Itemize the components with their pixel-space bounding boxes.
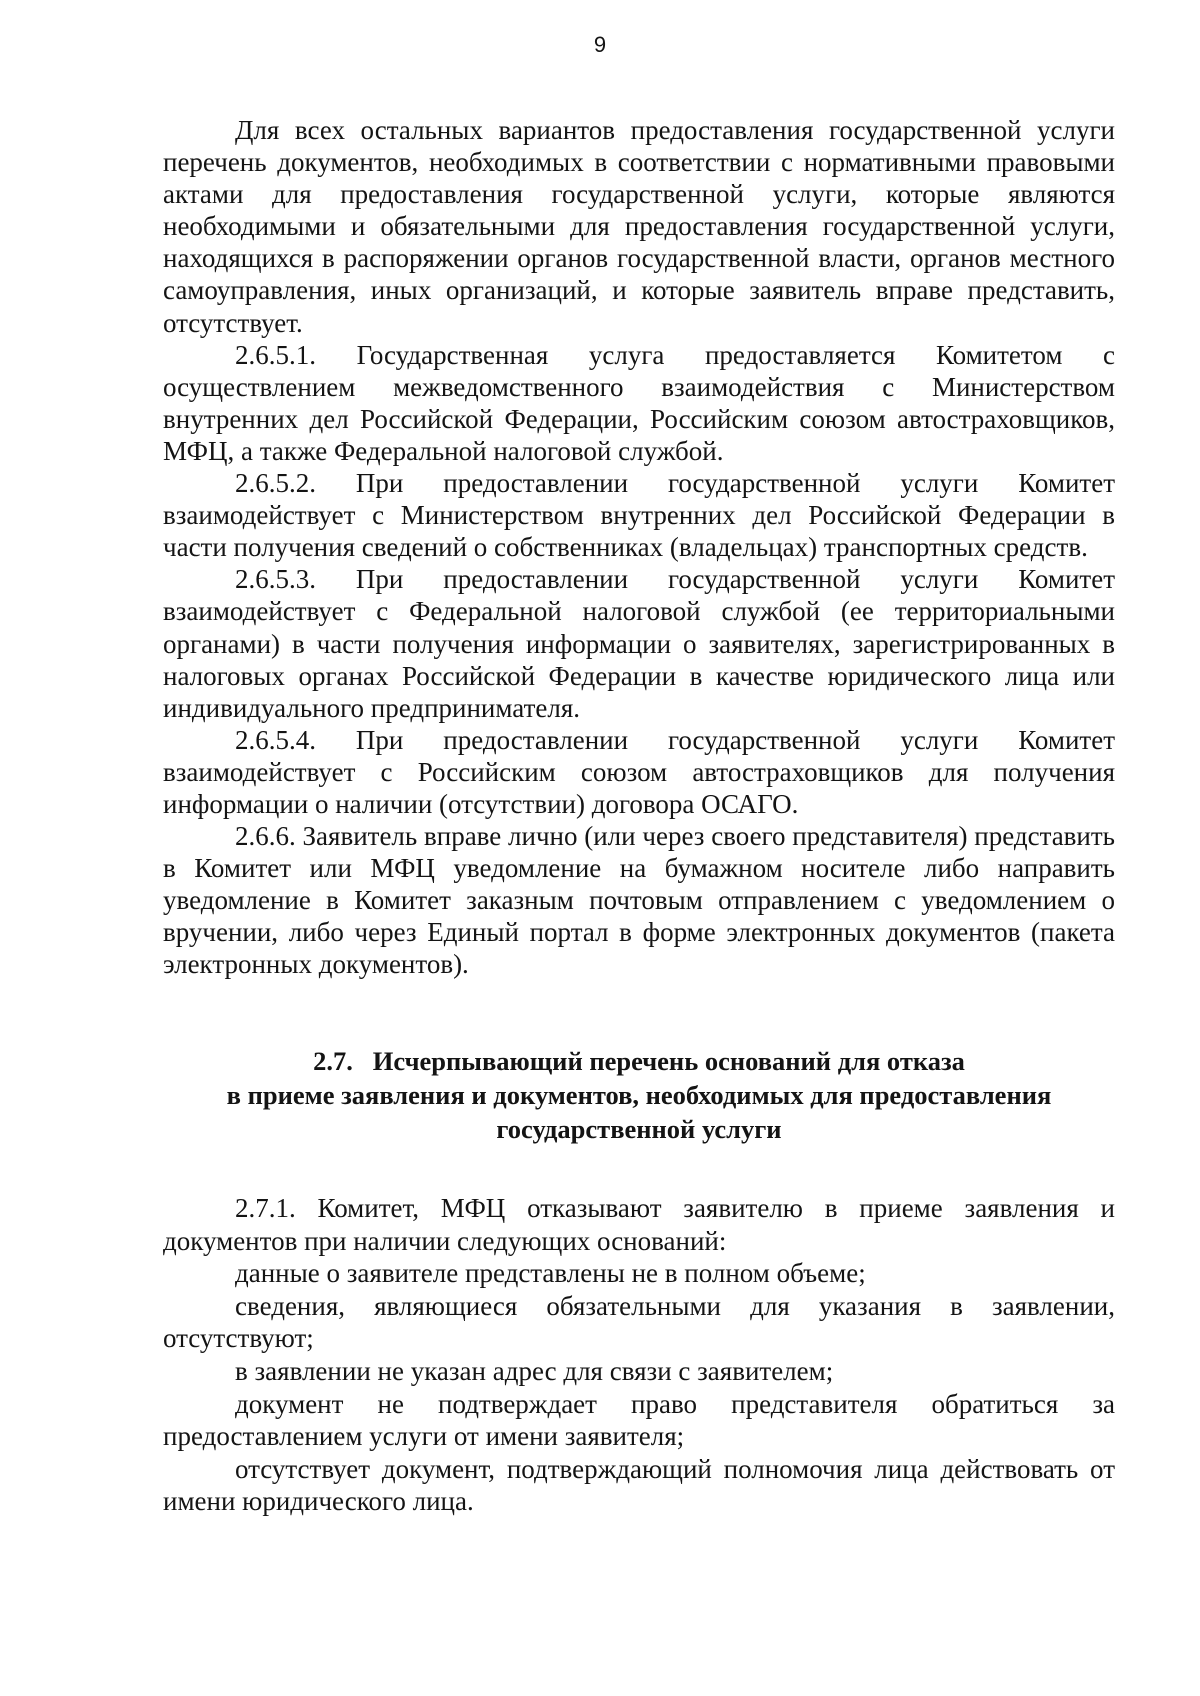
section-heading-2-7	[163, 1044, 1115, 1146]
list-item-no-representative-right: документ не подтверждает право представителя обратиться за предоставлением услуги от имени заявителя;	[163, 1388, 1115, 1452]
list-item-no-address: в заявлении не указан адрес для связи с заявителем;	[235, 1355, 834, 1386]
paragraph-2-6-5-1: 2.6.5.1. Государственная услуга предоставляется Комитетом с осуществлением межведомственного взаимодействия с Министерством внутренних дел Российской Федерации, Российским союзом автостраховщиков, МФЦ, а также Федеральной налоговой службой.	[163, 339, 1115, 466]
heading-line-2: в приеме заявления и документов, необходимых для предоставления	[226, 1080, 1052, 1110]
paragraph-2-6-5-4: 2.6.5.4. При предоставлении государственной услуги Комитет взаимодействует с Российским союзом автостраховщиков для получения информации о наличии (отсутствии) договора ОСАГО.	[163, 724, 1115, 819]
paragraph-2-6-5-3: 2.6.5.3. При предоставлении государственной услуги Комитет взаимодействует с Федеральной налоговой службой (ее территориальными органами) в части получения информации о заявителях, зарегистрированных в налоговых органах Российской Федерации в качестве юридического лица или индивидуального предпринимателя.	[163, 564, 1115, 723]
section-2-7-text	[163, 1192, 1115, 1518]
heading-line-1: 2.7. Исчерпывающий перечень оснований для отказа	[313, 1046, 965, 1076]
section-2-6-text	[163, 114, 1115, 981]
heading-line-3: государственной услуги	[496, 1114, 782, 1144]
paragraph-2-6-5-2: 2.6.5.2. При предоставлении государственной услуги Комитет взаимодействует с Министерством внутренних дел Российской Федерации в части получения сведений о собственниках (владельцах) транспортных средств.	[163, 468, 1115, 563]
paragraph-2-7-1: 2.7.1. Комитет, МФЦ отказывают заявителю в приеме заявления и документов при наличии следующих оснований:	[163, 1193, 1115, 1256]
list-item-missing-required-info: сведения, являющиеся обязательными для указания в заявлении, отсутствуют;	[163, 1290, 1115, 1354]
paragraph-2-6-6: 2.6.6. Заявитель вправе лично (или через своего представителя) представить в Комитет или МФЦ уведомление на бумажном носителе либо направить уведомление в Комитет заказным почтовым отправлением с уведомлением о вручении, либо через Единый портал в форме электронных документов (пакета электронных документов).	[163, 821, 1115, 980]
list-item-no-authority-document: отсутствует документ, подтверждающий полномочия лица действовать от имени юридического лица.	[163, 1453, 1115, 1517]
paragraph-other-variants: Для всех остальных вариантов предоставления государственной услуги перечень документов, необходимых в соответствии с нормативными правовыми актами для предоставления государственной услуги, которые являются необходимыми и обязательными для предоставления государственной услуги, находящихся в распоряжении органов государственной власти, органов местного самоуправления, иных организаций, и которые заявитель вправе представить, отсутствует.	[163, 115, 1115, 338]
page-number: 9	[593, 32, 607, 57]
list-item-incomplete-data: данные о заявителе представлены не в полном объеме;	[235, 1258, 866, 1289]
